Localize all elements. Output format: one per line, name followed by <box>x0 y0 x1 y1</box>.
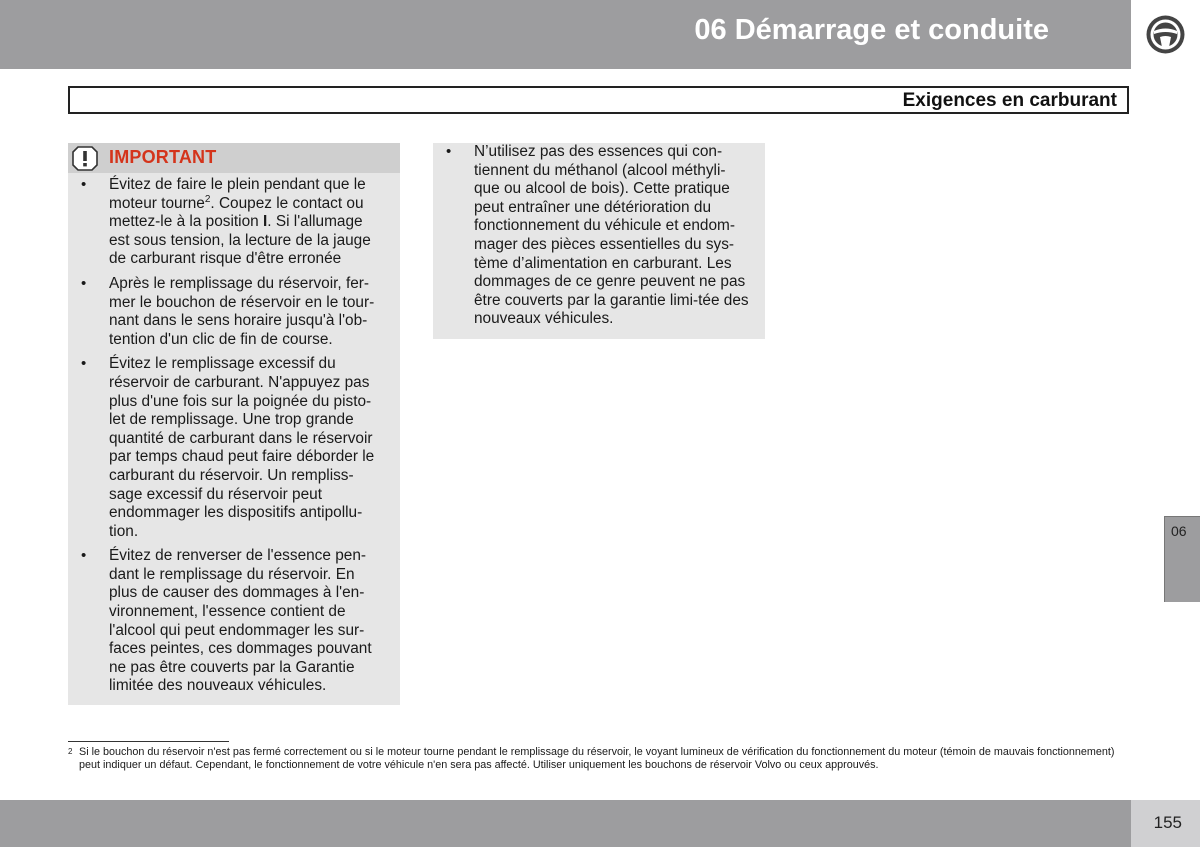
bullet-icon: • <box>81 355 87 373</box>
important-list <box>68 176 400 702</box>
important-box-continued <box>433 143 765 339</box>
item-text-part: Évitez de faire le plein pendant que le moteur tourne <box>109 176 366 212</box>
item-text-part: . Coupez le contact ou mettez-le à la position <box>109 194 364 231</box>
list-item <box>68 275 400 349</box>
header-bar <box>0 0 1131 69</box>
list-item <box>433 143 765 329</box>
footnote-ref: 2 <box>204 193 211 205</box>
footnote-text: Si le bouchon du réservoir n'est pas fermé correctement ou si le moteur tourne pendant le remplissage du réservoir, le voyant lumineux de vérification du fonctionnement du moteur (témoin de mauvais fonctionnement) peut indiquer un défaut. Cependant, le fonctionnement de votre véhicule n'en sera pas affecté. Utiliser uniquement les bouchons de réservoir Volvo ou ceux approuvés. <box>79 746 1115 771</box>
important-label: IMPORTANT <box>109 147 217 167</box>
key-position-label: I <box>262 213 268 231</box>
bullet-icon: • <box>81 547 87 565</box>
list-item-text: N’utilisez pas des essences qui con-tiennent du méthanol (alcool méthyli-que ou alcool de bois). Cette pratique peut entraîner une détérioration du fonctionnement du véhicule et endom-mager des pièces essentielles du sys-tème d’alimentation en carburant. Les dommages de ce genre peuvent ne pas être couverts par la garantie limi-tée des nouveaux véhicules. <box>474 143 749 328</box>
footer-bar <box>0 800 1131 847</box>
chapter-icon-box <box>1131 0 1200 69</box>
bullet-icon: • <box>81 176 87 193</box>
section-title: Exigences en carburant <box>902 90 1117 111</box>
continued-list <box>433 143 765 335</box>
list-item <box>68 547 400 696</box>
list-item <box>68 355 400 541</box>
footnote-number: 2 <box>68 747 73 756</box>
steering-wheel-icon <box>1145 14 1186 55</box>
side-tab-label: 06 <box>1171 523 1187 539</box>
list-item-text <box>109 176 386 269</box>
page-number-box <box>1131 800 1200 847</box>
page-number: 155 <box>1153 813 1182 832</box>
chapter-title: 06 Démarrage et conduite <box>694 14 1049 46</box>
important-header <box>68 143 400 173</box>
bullet-icon: • <box>81 274 87 292</box>
list-item-text: Après le remplissage du réservoir, fer-mer le bouchon de réservoir en le tour-nant dans le sens horaire jusqu'à l'ob-tention d'un clic de fin de course. <box>109 274 375 348</box>
exclamation-icon <box>72 146 98 171</box>
important-box <box>68 143 400 705</box>
section-header <box>68 86 1129 114</box>
footnote <box>68 746 1130 771</box>
list-item-text: Évitez le remplissage excessif du réservoir de carburant. N'appuyez pas plus d'une fois sur la poignée du pisto-let de remplissage. Une trop grande quantité de carburant dans le réservoir par temps chaud peut faire déborder le carburant du réservoir. Un rempliss-sage excessif du réservoir peut endommager les dispositifs antipollu-tion. <box>109 355 375 540</box>
bullet-icon: • <box>446 143 452 160</box>
chapter-side-tab <box>1164 516 1200 602</box>
list-item <box>68 176 400 269</box>
list-item-text: Évitez de renverser de l'essence pen-dant le remplissage du réservoir. En plus de causer des dommages à l'en-vironnement, l'essence contient de l'alcool qui peut endommager les sur-faces peintes, ces dommages pouvant ne pas être couverts par la Garantie limitée des nouveaux véhicules. <box>109 547 372 695</box>
item-text-part: . Si l'allumage est sous tension, la lecture de la jauge de carburant risque d'être erronée <box>109 213 371 268</box>
footnote-divider <box>68 741 229 742</box>
